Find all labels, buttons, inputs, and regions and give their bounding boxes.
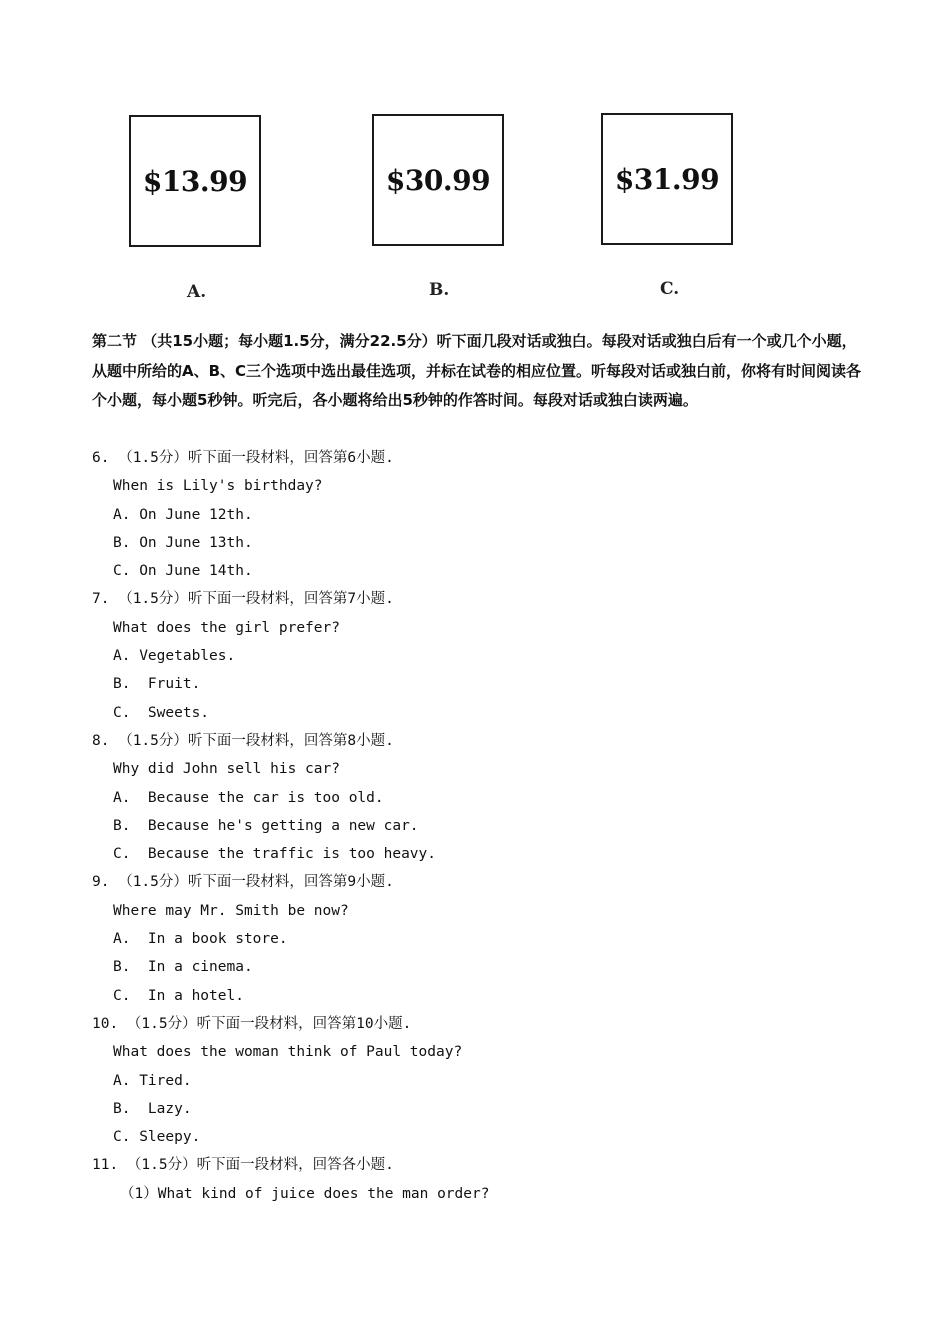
question-header: 8. （1.5分）听下面一段材料，回答第8小题.	[92, 732, 394, 749]
question-header: 11. （1.5分）听下面一段材料，回答各小题.	[92, 1157, 394, 1174]
price-value-a: $13.99	[142, 164, 248, 198]
sub-question: （1）What kind of juice does the man order?	[120, 1185, 490, 1202]
answer-option: A. On June 12th.	[113, 506, 253, 523]
question-8	[92, 727, 872, 868]
question-stem: What does the woman think of Paul today?	[113, 1044, 463, 1061]
option-letter-b: B.	[429, 280, 450, 300]
answer-option: A. In a book store.	[113, 931, 288, 948]
answer-option: B. Because he's getting a new car.	[113, 817, 419, 834]
question-header: 7. （1.5分）听下面一段材料，回答第7小题.	[92, 591, 394, 608]
question-stem: Why did John sell his car?	[113, 761, 340, 778]
section-instructions: 第二节 （共15小题；每小题1.5分，满分22.5分）听下面几段对话或独白。每段对话或独白后有一个或几个小题，从题中所给的A、B、C三个选项中选出最佳选项，并标在试卷的相应位置。听每段对话或独白前，你将有时间阅读各个小题，每小题5秒钟。听完后，各小题将给出5秒钟的作答时间。每段对话或独白读两遍。	[92, 332, 862, 409]
question-10	[92, 1010, 872, 1151]
question-7	[92, 585, 872, 726]
question-stem: Where may Mr. Smith be now?	[113, 902, 349, 919]
question-header: 6. （1.5分）听下面一段材料，回答第6小题.	[92, 450, 394, 466]
price-card-c	[601, 113, 733, 245]
answer-option: C. Sweets.	[113, 704, 210, 721]
price-options-figure	[0, 110, 950, 310]
answer-option: C. Sleepy.	[113, 1129, 201, 1146]
question-stem: What does the girl prefer?	[113, 619, 340, 636]
question-6	[92, 444, 872, 585]
answer-option: C. In a hotel.	[113, 987, 244, 1004]
question-header: 10. （1.5分）听下面一段材料，回答第10小题.	[92, 1015, 412, 1032]
price-value-b: $30.99	[385, 163, 491, 197]
option-letter-a: A.	[187, 282, 207, 302]
question-header: 9. （1.5分）听下面一段材料，回答第9小题.	[92, 874, 394, 891]
question-stem: When is Lily's birthday?	[113, 478, 323, 495]
option-letter-c: C.	[660, 279, 680, 299]
answer-option: B. Lazy.	[113, 1100, 192, 1117]
question-list	[92, 444, 872, 1208]
price-value-c: $31.99	[614, 162, 720, 196]
answer-option: B. In a cinema.	[113, 959, 253, 976]
answer-option: A. Tired.	[113, 1072, 192, 1089]
answer-option: C. On June 14th.	[113, 563, 253, 580]
answer-option: A. Vegetables.	[113, 648, 236, 665]
answer-option: C. Because the traffic is too heavy.	[113, 846, 437, 863]
price-card-a	[129, 115, 261, 247]
answer-option: A. Because the car is too old.	[113, 789, 384, 806]
question-11	[92, 1151, 872, 1208]
question-9	[92, 868, 872, 1009]
price-card-b	[372, 114, 504, 246]
answer-option: B. On June 13th.	[113, 534, 253, 551]
answer-option: B. Fruit.	[113, 676, 201, 693]
